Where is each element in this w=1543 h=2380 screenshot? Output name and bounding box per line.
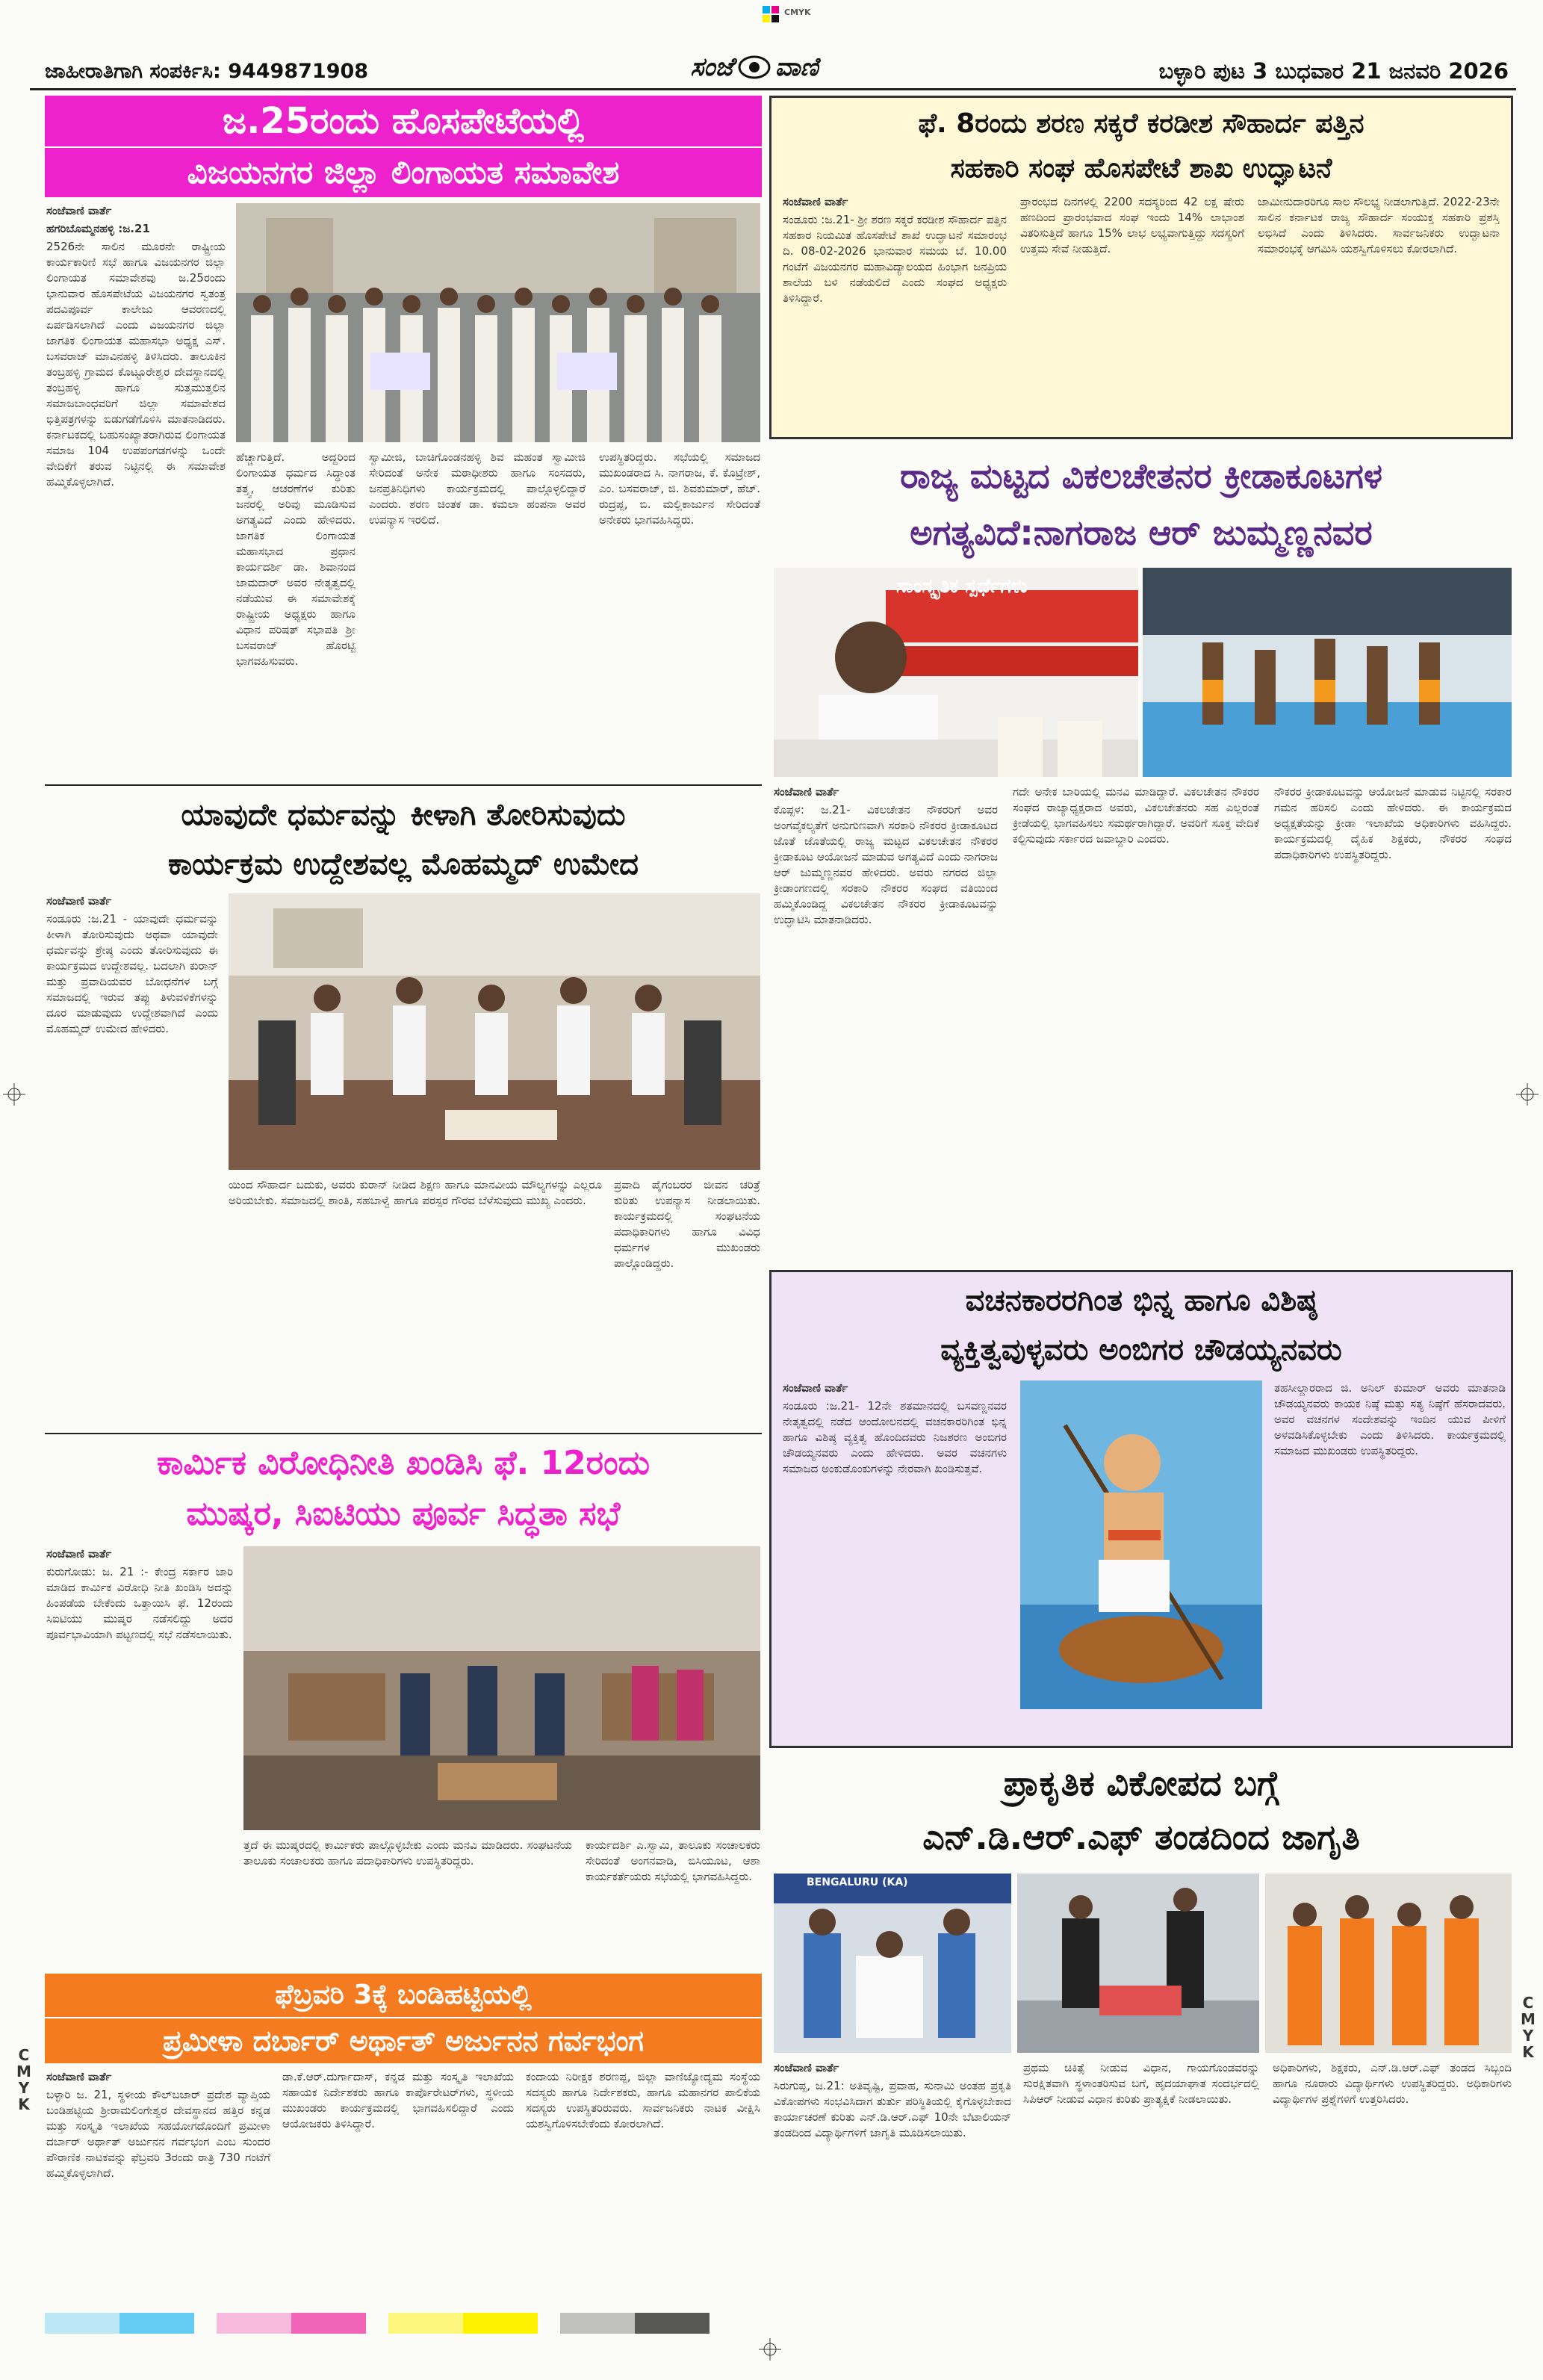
a8-column-2: ಪ್ರಥಮ ಚಿಕಿತ್ಸೆ ನೀಡುವ ವಿಧಾನ, ಗಾಯಗೊಂಡವರನ್ನು ಸುರಕ್ಷಿತವಾಗಿ ಸ್ಥಳಾಂತರಿಸುವ ಬಗೆ, ಹೃದಯಾಘಾತ ಸಂದರ್ಭದಲ್ಲಿ ಸಿಪಿಆರ್ ನೀಡುವ ವಿಧಾನ ಕುರಿತು ಪ್ರಾತ್ಯಕ್ಷಿಕೆ ನೀಡಲಾಯಿತು. [1023, 2061, 1259, 2106]
a2-column-1: ಸಂಡೂರು :ಜ.21- ಶ್ರೀ ಶರಣ ಸಕ್ಕರೆ ಕರಡೀಶ ಸೌಹಾರ್ದ ಪತ್ತಿನ ಸಹಕಾರ ನಿಯಮಿತ ಹೊಸಪೇಟೆ ಶಾಖೆ ಉದ್ಘಾಟನೆ ಸಮಾರಂಭ ದಿ. 08-02-2026 ಭಾನುವಾರ ಸಮಯ ಬೆ. 10.00 ಗಂಟೆಗೆ ವಿಜಯನಗರ ಮಹಾವಿದ್ಯಾಲಯದ ಹಿಂಭಾಗ ಜನಪ್ರಿಯ ಶಾಲೆಯ ಬಳಿ ನಡೆಯಲಿದೆ ಎಂದು ಸಂಘದ ಅಧ್ಯಕ್ಷರು ತಿಳಿಸಿದ್ದಾರೆ. [783, 213, 1007, 305]
a7-headline-1: ಫೆಬ್ರವರಿ 3ಕ್ಕೆ ಬಂಡಿಹಟ್ಟಿಯಲ್ಲಿ [45, 1974, 762, 2017]
a3-banner-text: ಸಾಂಸ್ಕೃತಿಕ ಸ್ಪರ್ಧೆಗಳು [896, 575, 1028, 598]
a4-column-2: ಯಿಂದ ಸೌಹಾರ್ದ ಬದುಕು, ಅವರು ಕುರಾನ್ ನೀಡಿದ ಶಿಕ್ಷಣ ಹಾಗೂ ಮಾನವೀಯ ಮೌಲ್ಯಗಳನ್ನು ಎಲ್ಲರೂ ಅರಿಯಬೇಕು. ಸಮಾಜದಲ್ಲಿ ಶಾಂತಿ, ಸಹಬಾಳ್ವೆ ಹಾಗೂ ಪರಸ್ಪರ ಗೌರವ ಬೆಳೆಸುವುದು ಮುಖ್ಯ ಎಂದರು. [229, 1178, 602, 1207]
a4-column-3: ಪ್ರವಾದಿ ಪೈಗಂಬರರ ಜೀವನ ಚರಿತ್ರೆ ಕುರಿತು ಉಪನ್ಯಾಸ ನೀಡಲಾಯಿತು. ಕಾರ್ಯಕ್ರಮದಲ್ಲಿ ಸಂಘಟನೆಯ ಪದಾಧಿಕಾರಿಗಳು ಹಾಗೂ ವಿವಿಧ ಧರ್ಮಗಳ ಮುಖಂಡರು ಪಾಲ್ಗೊಂಡಿದ್ದರು. [614, 1178, 760, 1270]
a3-headline-1: ರಾಜ್ಯ ಮಟ್ಟದ ವಿಕಲಚೇತನರ ಕ್ರೀಡಾಕೂಟಗಳ [900, 456, 1382, 496]
a3-column-3: ನೌಕರರ ಕ್ರೀಡಾಕೂಟವನ್ನು ಆಯೋಜನೆ ಮಾಡುವ ನಿಟ್ಟಿನಲ್ಲಿ ಸರಕಾರ ಗಮನ ಹರಿಸಲಿ ಎಂದು ಹೇಳಿದರು. ಈ ಕಾರ್ಯಕ್ರಮದ ಅಧ್ಯಕ್ಷತೆಯನ್ನು ಕ್ರೀಡಾ ಇಲಾಖೆಯ ಅಧಿಕಾರಿಗಳು ವಹಿಸಿದ್ದರು. ಕಾರ್ಯಕ್ರಮದಲ್ಲಿ ದೈಹಿಕ ಶಿಕ್ಷಕರು, ನೌಕರರ ಸಂಘದ ಪದಾಧಿಕಾರಿಗಳು ಉಪಸ್ಥಿತರಿದ್ದರು. [1274, 785, 1512, 861]
a2-headline-1: ಫೆ. 8ರಂದು ಶರಣ ಸಕ್ಕರೆ ಕರಡೀಶ ಸೌಹಾರ್ದ ಪತ್ತಿನ [918, 108, 1365, 139]
a4-byline: ಸಂಜೆವಾಣಿ ವಾರ್ತೆ [46, 894, 112, 908]
a7-column-2: ಡಾ.ಕೆ.ಆರ್.ದುರ್ಗಾದಾಸ್, ಕನ್ನಡ ಮತ್ತು ಸಂಸ್ಕೃತಿ ಇಲಾಖೆಯ ಸಹಾಯಕ ನಿರ್ದೇಶಕರು ಹಾಗೂ ಕಾರ್ಪೊರೇಟರ್‌ಗಳು, ಸ್ಥಳೀಯ ಮುಖಂಡರು ಕಾರ್ಯಕ್ರಮದಲ್ಲಿ ಭಾಗವಹಿಸಲಿದ್ದಾರೆ ಎಂದು ಆಯೋಜಕರು ತಿಳಿಸಿದ್ದಾರೆ. [282, 2070, 514, 2130]
a4-column-1: ಸಂಡೂರು :ಜ.21 - ಯಾವುದೇ ಧರ್ಮವನ್ನು ಕೀಳಾಗಿ ತೋರಿಸುವುದು ಅಥವಾ ಯಾವುದೇ ಧರ್ಮವನ್ನು ಶ್ರೇಷ್ಠ ಎಂದು ತೋರಿಸುವುದು ಈ ಕಾರ್ಯಕ್ರಮದ ಉದ್ದೇಶವಲ್ಲ. ಬದಲಾಗಿ ಕುರಾನ್ ಮತ್ತು ಪ್ರವಾದಿಯವರ ಬೋಧನೆಗಳ ಬಗ್ಗೆ ಸಮಾಜದಲ್ಲಿ ಇರುವ ತಪ್ಪು ತಿಳುವಳಿಕೆಗಳನ್ನು ದೂರ ಮಾಡುವುದು ಉದ್ದೇಶವಾಗಿದೆ ಎಂದು ಮೊಹಮ್ಮದ್ ಉಮೇದ ಹೇಳಿದರು. [46, 912, 218, 1035]
a4-meeting-photo [229, 893, 760, 1170]
a6-column-1: ಸಂಡೂರು :ಜ.21- 12ನೇ ಶತಮಾನದಲ್ಲಿ ಬಸವಣ್ಣನವರ ನೇತೃತ್ವದಲ್ಲಿ ನಡೆದ ಆಂದೋಲನದಲ್ಲಿ ವಚನಕಾರರಿಗಿಂತ ಭಿನ್ನ ಹಾಗೂ ವಿಶಿಷ್ಠ ವ್ಯಕ್ತಿತ್ವ ಹೊಂದಿದವರು ನಿಜಶರಣ ಅಂಬಿಗರ ಚೌಡಯ್ಯನವರು ಎಂದು ಹೇಳಿದರು. ಅವರ ವಚನಗಳು ಸಮಾಜದ ಅಂಕುಡೊಂಕುಗಳನ್ನು ನೇರವಾಗಿ ಖಂಡಿಸುತ್ತವೆ. [783, 1399, 1007, 1475]
a8-photo-1 [774, 1874, 1011, 2053]
a1-headline-2: ವಿಜಯನಗರ ಜಿಲ್ಲಾ ಲಿಂಗಾಯತ ಸಮಾವೇಶ [45, 146, 762, 197]
a8-headline-1: ಪ್ರಾಕೃತಿಕ ವಿಕೋಪದ ಬಗ್ಗೆ [1003, 1763, 1279, 1803]
a1-column-2: ಹೆಚ್ಚಾಗುತ್ತಿದೆ. ಅದ್ದರಿಂದ ಲಿಂಗಾಯತ ಧರ್ಮದ ಸಿದ್ಧಾಂತ ತತ್ತ್ವ, ಆಚರಣೆಗಳ ಕುರಿತು ಜನರಲ್ಲಿ ಅರಿವು ಮೂಡಿಸುವ ಅಗತ್ಯವಿದೆ ಎಂದು ಹೇಳಿದರು. ಜಾಗತಿಕ ಲಿಂಗಾಯತ ಮಹಾಸಭಾದ ಪ್ರಧಾನ ಕಾರ್ಯದರ್ಶಿ ಡಾ. ಶಿವಾನಂದ ಜಾಮದಾರ್ ಅವರ ನೇತೃತ್ವದಲ್ಲಿ ನಡೆಯುವ ಈ ಸಮಾವೇಶಕ್ಕೆ ರಾಷ್ಟ್ರೀಯ ಅಧ್ಯಕ್ಷರು ಹಾಗೂ ವಿಧಾನ ಪರಿಷತ್ ಸಭಾಪತಿ ಶ್ರೀ ಬಸವರಾಜ್ ಹೊರಟ್ಟಿ ಭಾಗವಹಿಸುವರು. [236, 450, 356, 668]
cmyk-top-label: CMYK [784, 7, 811, 17]
a5-byline: ಸಂಜೆವಾಣಿ ವಾರ್ತೆ [46, 1547, 112, 1561]
a1-headline-1: ಜ.25ರಂದು ಹೊಸಪೇಟೆಯಲ್ಲಿ [45, 96, 762, 146]
a7-column-1: ಬಳ್ಳಾರಿ ಜ. 21, ಸ್ಥಳೀಯ ಕೌಲ್‌ಬಜಾರ್ ಪ್ರದೇಶ ವ್ಯಾಪ್ತಿಯ ಬಂಡಿಹಟ್ಟಿಯ ಶ್ರೀರಾಮಲಿಂಗೇಶ್ವರ ದೇವಸ್ಥಾನದ ಹತ್ತಿರ ಕನ್ನಡ ಮತ್ತು ಸಂಸ್ಕೃತಿ ಇಲಾಖೆಯ ಸಹಯೋಗದೊಂದಿಗೆ ಪ್ರಮೀಳಾ ದರ್ಬಾರ್ ಅರ್ಥಾತ್ ಅರ್ಜುನನ ಗರ್ವಭಂಗ ಎಂಬ ಸುಂದರ ಪೌರಾಣಿಕ ನಾಟಕವನ್ನು ಫೆಬ್ರವರಿ 3ರಂದು ರಾತ್ರಿ 730 ಗಂಟೆಗೆ ಹಮ್ಮಿಕೊಳ್ಳಲಾಗಿದೆ. [46, 2088, 270, 2180]
a1-group-photo [236, 203, 760, 442]
paper-name-right: ವಾಣಿ [774, 52, 819, 82]
color-calibration-strip [45, 2313, 717, 2334]
printer-registration-mark-top [761, 4, 782, 25]
a5-top-rule [45, 1433, 762, 1434]
cmyk-side-label-right: CMYK [1521, 1994, 1536, 2061]
a4-headline-2: ಕಾರ್ಯಕ್ರಮ ಉದ್ದೇಶವಲ್ಲ ಮೊಹಮ್ಮದ್ ಉಮೇದ [168, 847, 639, 881]
registration-crosshair-left [3, 1083, 25, 1106]
a6-column-2: ತಹಸೀಲ್ದಾರರಾದ ಜಿ. ಅನಿಲ್ ಕುಮಾರ್ ಅವರು ಮಾತನಾಡಿ ಚೌಡಯ್ಯನವರು ಕಾಯಕ ನಿಷ್ಠೆ ಮತ್ತು ಸತ್ಯ ನಿಷ್ಠೆಗೆ ಹೆಸರಾದವರು. ಅವರ ವಚನಗಳ ಸಂದೇಶವನ್ನು ಇಂದಿನ ಯುವ ಪೀಳಿಗೆ ಅಳವಡಿಸಿಕೊಳ್ಳಬೇಕು ಎಂದು ತಿಳಿಸಿದರು. ಕಾರ್ಯಕ್ರಮದಲ್ಲಿ ಸಮಾಜದ ಮುಖಂಡರು ಉಪಸ್ಥಿತರಿದ್ದರು. [1274, 1381, 1506, 1457]
a8-photo-2 [1017, 1874, 1259, 2053]
sun-logo-icon [738, 54, 771, 81]
a6-chowdaiah-portrait [1020, 1380, 1262, 1709]
masthead-logo [657, 49, 851, 85]
a7-headline-2: ಪ್ರಮೀಳಾ ದರ್ಬಾರ್ ಅರ್ಥಾತ್ ಅರ್ಜುನನ ಗರ್ವಭಂಗ [45, 2017, 762, 2063]
a1-byline: ಸಂಜೆವಾಣಿ ವಾರ್ತೆ [46, 204, 112, 217]
a5-headline-2: ಮುಷ್ಕರ, ಸಿಐಟಿಯು ಪೂರ್ವ ಸಿದ್ಧತಾ ಸಭೆ [186, 1494, 621, 1533]
a3-speaker-photo [774, 568, 1138, 777]
a4-headline-1: ಯಾವುದೇ ಧರ್ಮವನ್ನು ಕೀಳಾಗಿ ತೋರಿಸುವುದು [181, 798, 626, 832]
cmyk-side-label-left: CMYK [16, 2046, 31, 2113]
a2-column-3: ಜಾಮೀನುದಾರರಿಗೂ ಸಾಲ ಸೌಲಭ್ಯ ನೀಡಲಾಗುತ್ತಿದೆ. 2022-23ನೇ ಸಾಲಿನ ಕರ್ನಾಟಕ ರಾಜ್ಯ ಸೌಹಾರ್ದ ಸಂಯುಕ್ತ ಸಹಕಾರಿ ಪ್ರಶಸ್ತಿ ಲಭಿಸಿದೆ ಎಂದು ತಿಳಿಸಿದರು. ಸಾರ್ವಜನಿಕರು ಉದ್ಘಾಟನಾ ಸಮಾರಂಭಕ್ಕೆ ಆಗಮಿಸಿ ಯಶಸ್ವಿಗೊಳಿಸಲು ಕೋರಲಾಗಿದೆ. [1258, 195, 1500, 255]
a7-column-3: ಕಂದಾಯ ನಿರೀಕ್ಷಕ ಶರಣಪ್ಪ, ಜಿಲ್ಲಾ ವಾಣಿಜ್ಯೋದ್ಯಮ ಸಂಸ್ಥೆಯ ಸದಸ್ಯರು ಹಾಗೂ ನಿರ್ದೇಶಕರು, ಹಾಗೂ ಮಹಾನಗರ ಪಾಲಿಕೆಯ ಸದಸ್ಯರು ಉಪಸ್ಥಿತರಿರುವರು. ಸಾರ್ವಜನಿಕರು ನಾಟಕ ವೀಕ್ಷಿಸಿ ಯಶಸ್ವಿಗೊಳಿಸಬೇಕೆಂದು ಕೋರಲಾಗಿದೆ. [526, 2070, 760, 2130]
a5-column-1: ಕುರುಗೋಡು: ಜ. 21 :- ಕೇಂದ್ರ ಸರ್ಕಾರ ಜಾರಿ ಮಾಡಿದ ಕಾರ್ಮಿಕ ವಿರೋಧಿ ನೀತಿ ಖಂಡಿಸಿ ಅದನ್ನು ಹಿಂಪಡೆಯ ಬೇಕೆಂದು ಒತ್ತಾಯಿಸಿ ಫೆ. 12ರಂದು ಸಿಐಟಿಯು ಮುಷ್ಕರ ನಡೆಸಲಿದ್ದು ಅದರ ಪೂರ್ವಭಾವಿಯಾಗಿ ಪಟ್ಟಣದಲ್ಲಿ ಸಭೆ ನಡೆಸಲಾಯಿತು. [46, 1565, 233, 1641]
a2-headline-2: ಸಹಕಾರಿ ಸಂಘ ಹೊಸಪೇಟೆ ಶಾಖ ಉದ್ಘಾಟನೆ [950, 153, 1332, 184]
a3-column-1: ಕೊಪ್ಪಳ: ಜ.21- ವಿಕಲಚೇತನ ನೌಕರರಿಗೆ ಅವರ ಅಂಗವೈಕಲ್ಯತೆಗೆ ಅನುಗುಣವಾಗಿ ಸರಕಾರಿ ನೌಕರರ ಕ್ರೀಡಾಕೂಟದ ಜೊತೆ ಜೊತೆಯಲ್ಲಿ ರಾಜ್ಯ ಮಟ್ಟದ ವಿಕಲಚೇತನ ನೌಕರರ ಕ್ರೀಡಾಕೂಟ ಆಯೋಜನೆ ಮಾಡುವ ಅಗತ್ಯವಿದೆ ಎಂದು ನಾಗರಾಜ ಆರ್ ಜುಮ್ಮಣ್ಣನವರ ಹೇಳಿದರು. ಅವರು ನಗರದ ಜಿಲ್ಲಾ ಕ್ರೀಡಾಂಗಣದಲ್ಲಿ ಸರಕಾರಿ ನೌಕರರ ಸಂಘದ ವತಿಯಿಂದ ಹಮ್ಮಿಕೊಂಡಿದ್ದ ವಿಕಲಚೇತನ ನೌಕರರ ಕ್ರೀಡಾಕೂಟವನ್ನು ಉದ್ಘಾಟಿಸಿ ಮಾತನಾಡಿದರು. [774, 803, 998, 926]
a6-byline: ಸಂಜೆವಾಣಿ ವಾರ್ತೆ [783, 1381, 848, 1395]
a7-byline: ಸಂಜೆವಾಣಿ ವಾರ್ತೆ [46, 2070, 112, 2083]
a5-meeting-photo [243, 1546, 760, 1830]
a1-column-3: ಸ್ವಾಮೀಜಿ, ಬಾಚಿಗೊಂಡನಹಳ್ಳಿ ಶಿವ ಮಹಂತ ಸ್ವಾಮೀಜಿ ಸೇರಿದಂತೆ ಅನೇಕ ಮಠಾಧೀಶರು ಹಾಗೂ ಸಂಸದರು, ಜನಪ್ರತಿನಿಧಿಗಳು ಕಾರ್ಯಕ್ರಮದಲ್ಲಿ ಪಾಲ್ಗೊಳ್ಳಲಿದ್ದಾರೆ ಎಂದರು. ಶರಣ ಚಿಂತಕ ಡಾ. ಕಮಲಾ ಹಂಪನಾ ಅವರ ಉಪನ್ಯಾಸ ಇರಲಿದೆ. [369, 450, 586, 527]
a1-column-1: 2526ನೇ ಸಾಲಿನ ಮೂರನೇ ರಾಷ್ಟ್ರೀಯ ಕಾರ್ಯಕಾರಿಣಿ ಸಭೆ ಹಾಗೂ ವಿಜಯನಗರ ಜಿಲ್ಲಾ ಲಿಂಗಾಯತ ಸಮಾವೇಶವು ಜ.25ರಂದು ಭಾನುವಾರ ಹೊಸಪೇಟೆಯ ವಿಜಯನಗರ ಸ್ವತಂತ್ರ ಪದವಿಪೂರ್ವ ಕಾಲೇಜು ಆವರಣದಲ್ಲಿ ಏರ್ಪಡಿಸಲಾಗಿದೆ ಎಂದು ವಿಜಯನಗರ ಜಿಲ್ಲಾ ಜಾಗತಿಕ ಲಿಂಗಾಯತ ಮಹಾಸಭಾ ಅಧ್ಯಕ್ಷ ಎಸ್. ಬಸವರಾಜ್ ಮಾವಿನಹಳ್ಳಿ ತಿಳಿಸಿದರು. ತಾಲೂಕಿನ ತಂಬ್ರಹಳ್ಳಿ ಗ್ರಾಮದ ಕೊಟ್ಟೂರೇಶ್ವರ ದೇವಸ್ಥಾನದಲ್ಲಿ ತಂಬ್ರಹಳ್ಳಿ ಹಾಗೂ ಸುತ್ತಮುತ್ತಲಿನ ಸಮಾಜಬಾಂಧವರಿಗೆ ಜಿಲ್ಲಾ ಸಮಾವೇಶದ ಭಿತ್ತಿಪತ್ರಗಳನ್ನು ಬಿಡುಗಡೆಗೊಳಿಸಿ ಮಾತನಾಡಿದರು. ಕರ್ನಾಟಕದಲ್ಲಿ ಬಹುಸಂಖ್ಯಾತರಾಗಿರುವ ಲಿಂಗಾಯತ ಸಮಾಜ 104 ಉಪಪಂಗಡಗಳನ್ನು ಒಂದೇ ವೇದಿಕೆಗೆ ತರುವ ನಿಟ್ಟಿನಲ್ಲಿ ಈ ಸಮಾವೇಶ ಹಮ್ಮಿಕೊಳ್ಳಲಾಗಿದೆ. [46, 240, 226, 489]
a2-byline: ಸಂಜೆವಾಣಿ ವಾರ್ತೆ [783, 195, 848, 208]
a8-photo-3 [1265, 1874, 1512, 2053]
a8-byline: ಸಂಜೆವಾಣಿ ವಾರ್ತೆ [774, 2061, 839, 2074]
a5-column-2: ತ್ತದೆ ಈ ಮುಷ್ಕರದಲ್ಲಿ ಕಾರ್ಮಿಕರು ಪಾಲ್ಗೊಳ್ಳಬೇಕು ಎಂದು ಮನವಿ ಮಾಡಿದರು. ಸಂಘಟನೆಯ ತಾಲೂಕು ಸಂಚಾಲಕರು ಹಾಗೂ ಪದಾಧಿಕಾರಿಗಳು ಉಪಸ್ಥಿತರಿದ್ದರು. [243, 1838, 572, 1868]
registration-crosshair-right [1516, 1083, 1539, 1106]
a1-bottom-rule [45, 784, 762, 786]
a3-byline: ಸಂಜೆವಾಣಿ ವಾರ್ತೆ [774, 785, 839, 799]
registration-crosshair-bottom [759, 2338, 781, 2361]
paper-name-left: ಸಂಜೆ [690, 52, 733, 82]
a8-column-3: ಅಧಿಕಾರಿಗಳು, ಶಿಕ್ಷಕರು, ಎನ್.ಡಿ.ಆರ್.ಎಫ್ ತಂಡದ ಸಿಬ್ಬಂದಿ ಹಾಗೂ ನೂರಾರು ವಿದ್ಯಾರ್ಥಿಗಳು ಉಪಸ್ಥಿತರಿದ್ದರು. ಅಧಿಕಾರಿಗಳು ವಿದ್ಯಾರ್ಥಿಗಳ ಪ್ರಶ್ನೆಗಳಿಗೆ ಉತ್ತರಿಸಿದರು. [1273, 2061, 1512, 2106]
a3-column-2: ಗದೇ ಅನೇಕ ಬಾರಿಯಲ್ಲಿ ಮನವಿ ಮಾಡಿದ್ದಾರೆ. ವಿಕಲಚೇತನ ನೌಕರರ ಸಂಘದ ರಾಜ್ಯಾಧ್ಯಕ್ಷರಾದ ಅವರು, ವಿಕಲಚೇತನರು ಸಹ ಎಲ್ಲರಂತೆ ಕ್ರೀಡೆಯಲ್ಲಿ ಭಾಗವಹಿಸಲು ಸಮರ್ಥರಾಗಿದ್ದಾರೆ. ಅವರಿಗೆ ಸೂಕ್ತ ವೇದಿಕೆ ಕಲ್ಪಿಸುವುದು ಸರ್ಕಾರದ ಜವಾಬ್ದಾರಿ ಎಂದರು. [1013, 785, 1259, 846]
a2-column-2: ಪ್ರಾರಂಭದ ದಿನಗಳಲ್ಲಿ 2200 ಸದಸ್ಯರಿಂದ 42 ಲಕ್ಷ ಷೇರು ಹಣದಿಂದ ಪ್ರಾರಂಭವಾದ ಸಂಘ ಇಂದು 14% ಲಾಭಾಂಶ ವಿತರಿಸುತ್ತಿದೆ ಹಾಗೂ 15% ಲಾಭ ಲಭ್ಯವಾಗುತ್ತಿದ್ದು ಸದಸ್ಯರಿಗೆ ಉತ್ತಮ ಸೇವೆ ನೀಡುತ್ತಿದೆ. [1020, 195, 1244, 255]
a8-headline-2: ಎನ್.ಡಿ.ಆರ್.ಎಫ್ ತಂಡದಿಂದ ಜಾಗೃತಿ [922, 1817, 1360, 1857]
a1-dateline: ಹಗರಿಬೊಮ್ಮನಹಳ್ಳಿ :ಜ.21 [46, 222, 150, 235]
a5-column-3: ಕಾರ್ಯದರ್ಶಿ ಎ.ಸ್ವಾಮಿ, ತಾಲೂಕು ಸಂಚಾಲಕರು ಸೇರಿದಂತೆ ಅಂಗನವಾಡಿ, ಬಿಸಿಯೂಟ, ಆಶಾ ಕಾರ್ಯಕರ್ತೆಯರು ಸಭೆಯಲ್ಲಿ ಭಾಗವಹಿಸಿದ್ದರು. [586, 1838, 760, 1883]
ad-contact: ಜಾಹೀರಾತಿಗಾಗಿ ಸಂಪರ್ಕಿಸಿ: 9449871908 [45, 60, 369, 83]
a6-headline-1: ವಚನಕಾರರಗಿಂತ ಭಿನ್ನ ಹಾಗೂ ವಿಶಿಷ್ಠ [965, 1283, 1317, 1318]
a5-headline-1: ಕಾರ್ಮಿಕ ವಿರೋಧಿನೀತಿ ಖಂಡಿಸಿ ಫೆ. 12ರಂದು [156, 1443, 650, 1482]
date-line: ಬಳ್ಳಾರಿ ಪುಟ 3 ಬುಧವಾರ 21 ಜನವರಿ 2026 [1158, 58, 1509, 84]
a8-photo-sign: BENGALURU (KA) [807, 1877, 908, 1888]
a8-column-1: ಸಿರುಗುಪ್ಪ, ಜ.21: ಅತಿವೃಷ್ಟಿ, ಪ್ರವಾಹ, ಸುನಾಮಿ ಅಂತಹ ಪ್ರಕೃತಿ ವಿಕೋಪಗಳು ಸಂಭವಿಸಿದಾಗ ತುರ್ತು ಪರಿಸ್ಥಿತಿಯಲ್ಲಿ ಕೈಗೊಳ್ಳಬೇಕಾದ ಕಾರ್ಯಾಚರಣೆ ಕುರಿತು ಎನ್.ಡಿ.ಆರ್.ಎಫ್ 10ನೇ ಬೆಟಾಲಿಯನ್ ತಂಡದಿಂದ ವಿದ್ಯಾರ್ಥಿಗಳಿಗೆ ಜಾಗೃತಿ ಮೂಡಿಸಲಾಯಿತು. [774, 2079, 1011, 2139]
a3-kabaddi-photo [1143, 568, 1512, 777]
a1-column-4: ಉಪಸ್ಥಿತರಿದ್ದರು. ಸಭೆಯಲ್ಲಿ ಸಮಾಜದ ಮುಖಂಡರಾದ ಸಿ. ನಾಗರಾಜ, ಕೆ. ಕೊಟ್ರೇಶ್, ಎಂ. ಬಸವರಾಜ್, ಜಿ. ಶಿವಕುಮಾರ್, ಹೆಚ್. ರುದ್ರಪ್ಪ, ಬಿ. ಮಲ್ಲಿಕಾರ್ಜುನ ಸೇರಿದಂತೆ ಅನೇಕರು ಭಾಗವಹಿಸಿದ್ದರು. [599, 450, 760, 527]
masthead-rule [30, 88, 1516, 90]
a6-headline-2: ವ್ಯಕ್ತಿತ್ವವುಳ್ಳವರು ಅಂಬಿಗರ ಚೌಡಯ್ಯನವರು [940, 1333, 1342, 1367]
a3-headline-2: ಅಗತ್ಯವಿದೆ:ನಾಗರಾಜ ಆರ್ ಜುಮ್ಮಣ್ಣನವರ [910, 512, 1373, 553]
